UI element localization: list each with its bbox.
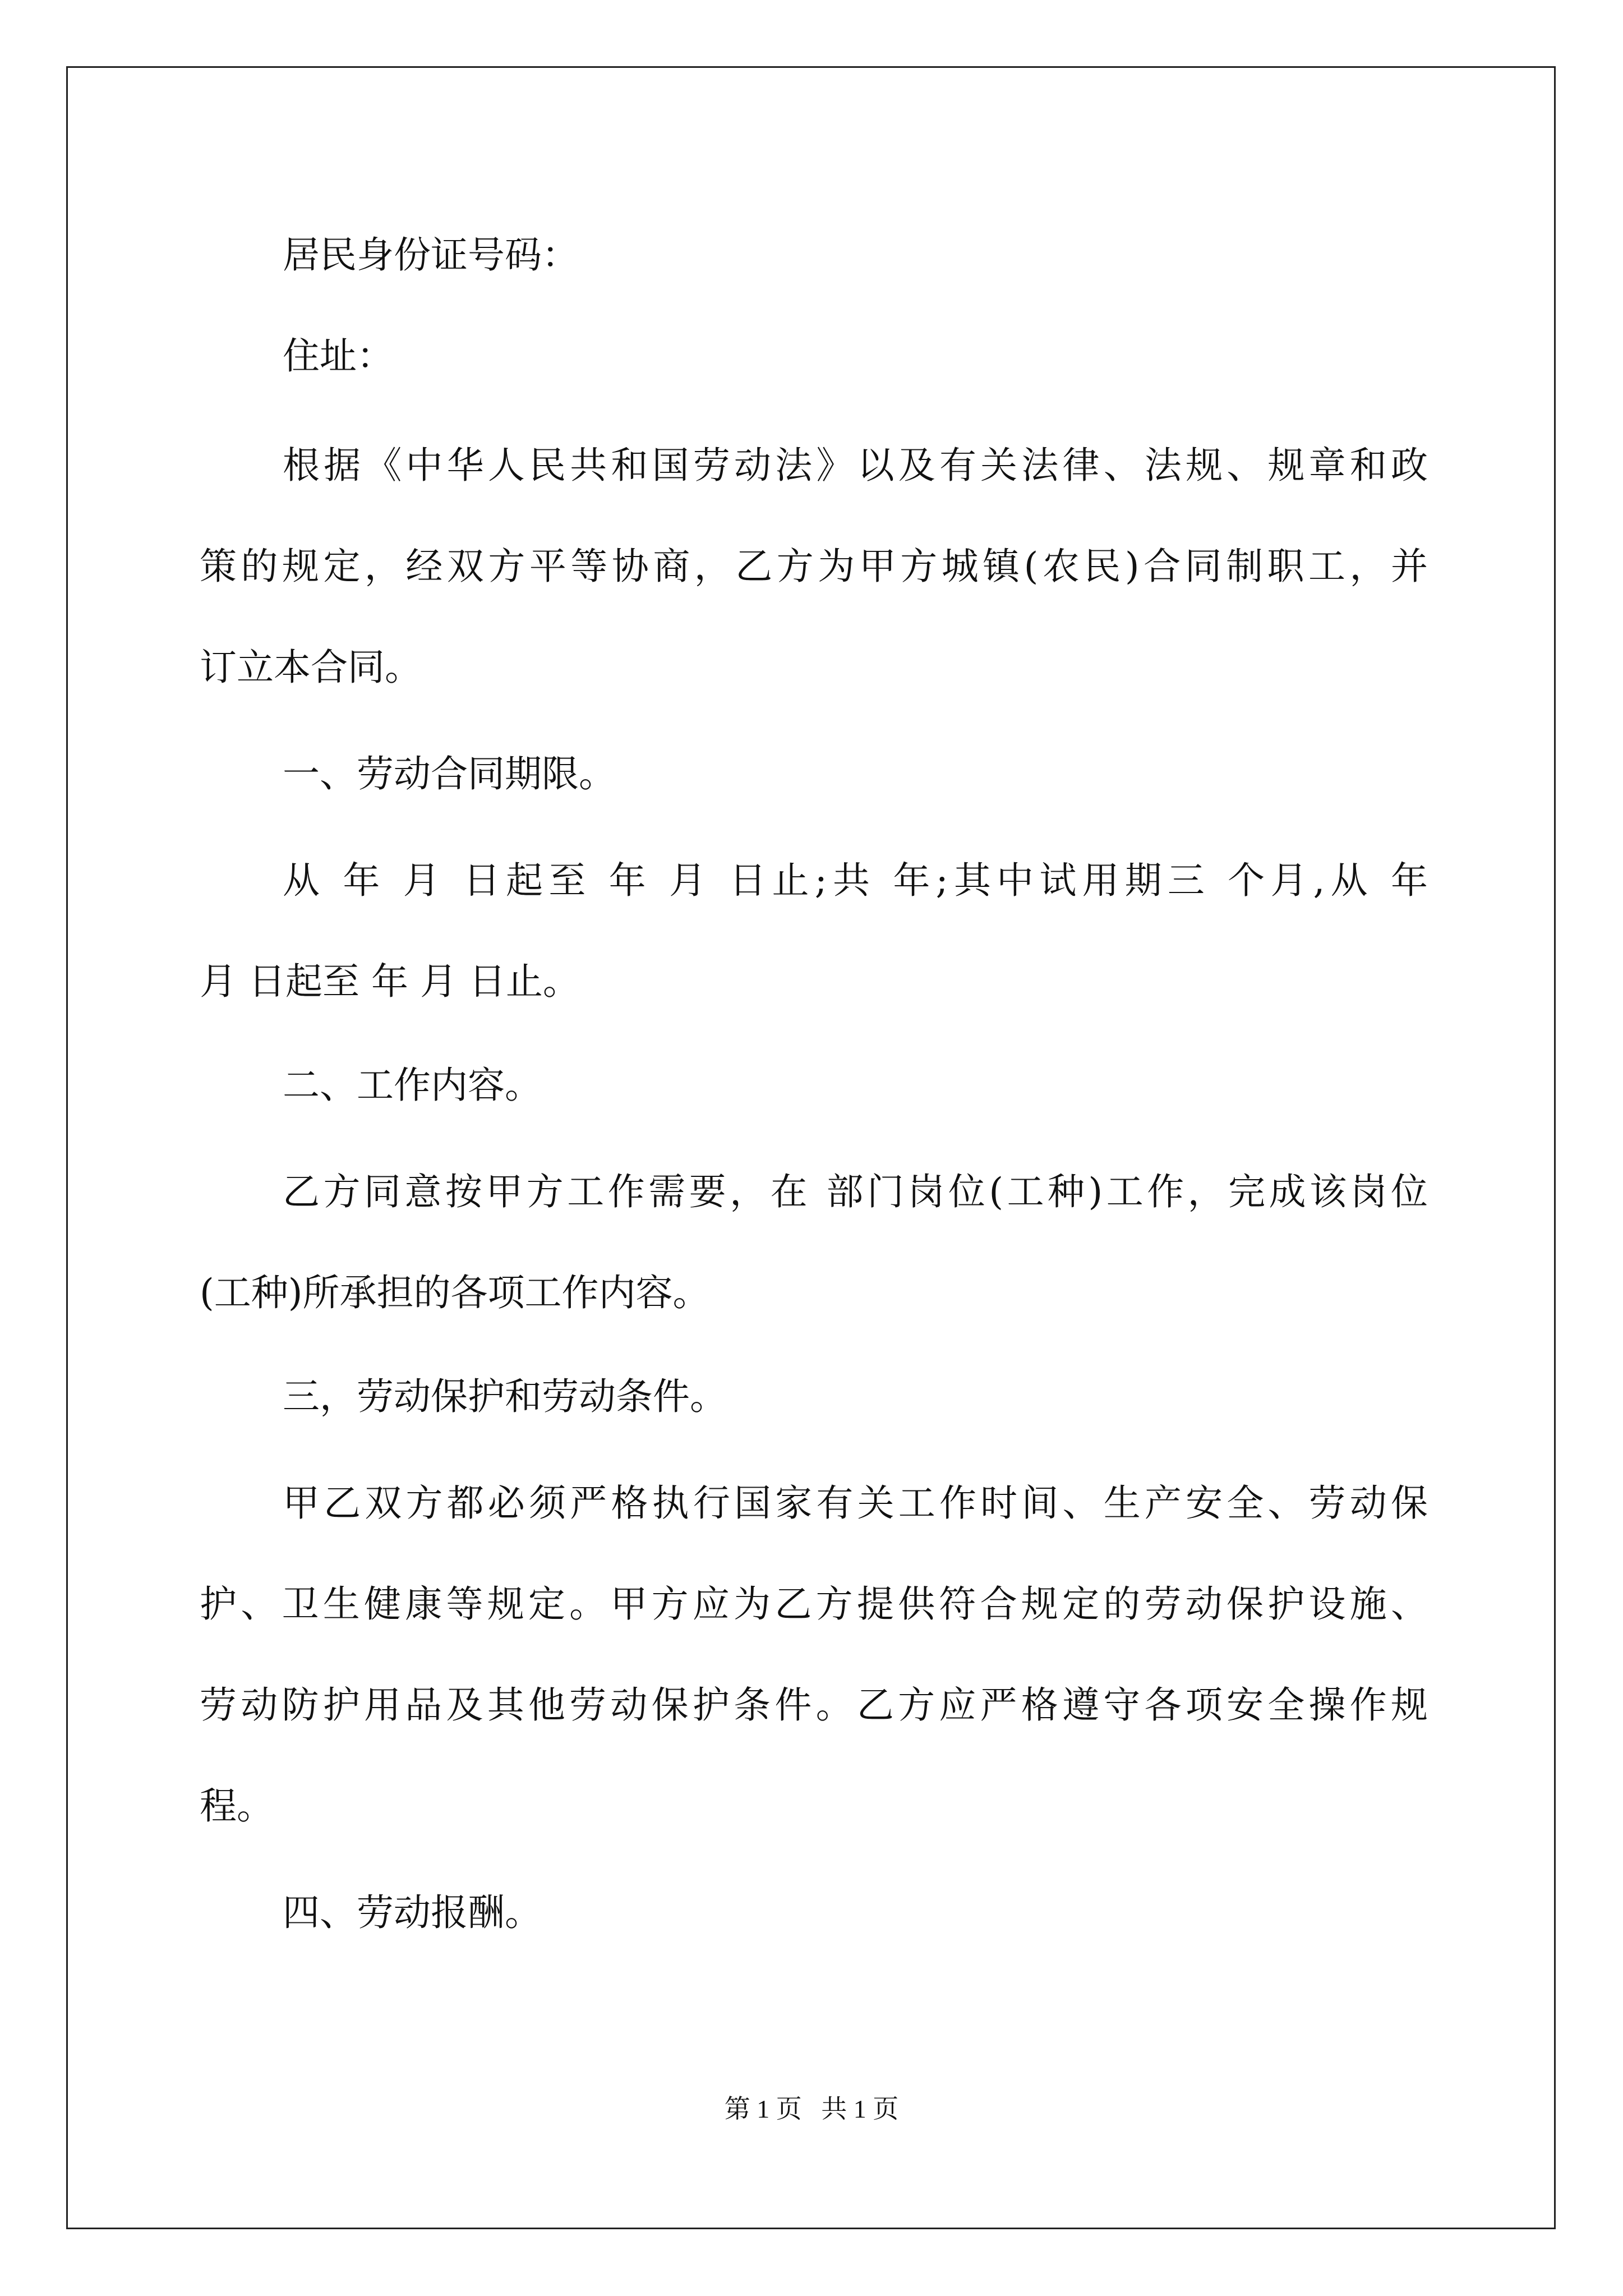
id-number-line: 居民身份证号码：	[283, 233, 579, 277]
paragraph-line: 劳动防护用品及其他劳动保护条件。乙方应严格遵守各项安全操作规	[200, 1683, 1428, 1727]
paragraph-line: 从 年 月 日起至 年 月 日止;共 年;其中试用期三 个月,从 年	[283, 859, 1428, 902]
paragraph-line: 根据《中华人民共和国劳动法》以及有关法律、法规、规章和政	[283, 444, 1428, 487]
page-total: 共 1 页	[821, 2095, 899, 2123]
section-heading: 二、工作内容。	[283, 1064, 542, 1107]
address-line: 住址：	[283, 334, 394, 378]
paragraph-line: 甲乙双方都必须严格执行国家有关工作时间、生产安全、劳动保	[283, 1481, 1428, 1525]
page-footer	[0, 2092, 1623, 2126]
paragraph-line: (工种)所承担的各项工作内容。	[200, 1271, 710, 1314]
paragraph-line: 护、卫生健康等规定。甲方应为乙方提供符合规定的劳动保护设施、	[200, 1582, 1428, 1626]
paragraph-line: 月 日起至 年 月 日止。	[200, 960, 580, 1003]
paragraph-line: 策的规定，经双方平等协商，乙方为甲方城镇(农民)合同制职工，并	[200, 545, 1428, 588]
paragraph-line: 乙方同意按甲方工作需要，在 部门岗位(工种)工作，完成该岗位	[283, 1170, 1428, 1213]
section-heading: 一、劳动合同期限。	[283, 752, 616, 795]
page-number: 第 1 页	[724, 2095, 802, 2123]
paragraph-line: 订立本合同。	[200, 646, 422, 689]
paragraph-line: 程。	[200, 1784, 274, 1828]
section-heading: 三，劳动保护和劳动条件。	[283, 1375, 727, 1418]
section-heading: 四、劳动报酬。	[283, 1891, 542, 1934]
